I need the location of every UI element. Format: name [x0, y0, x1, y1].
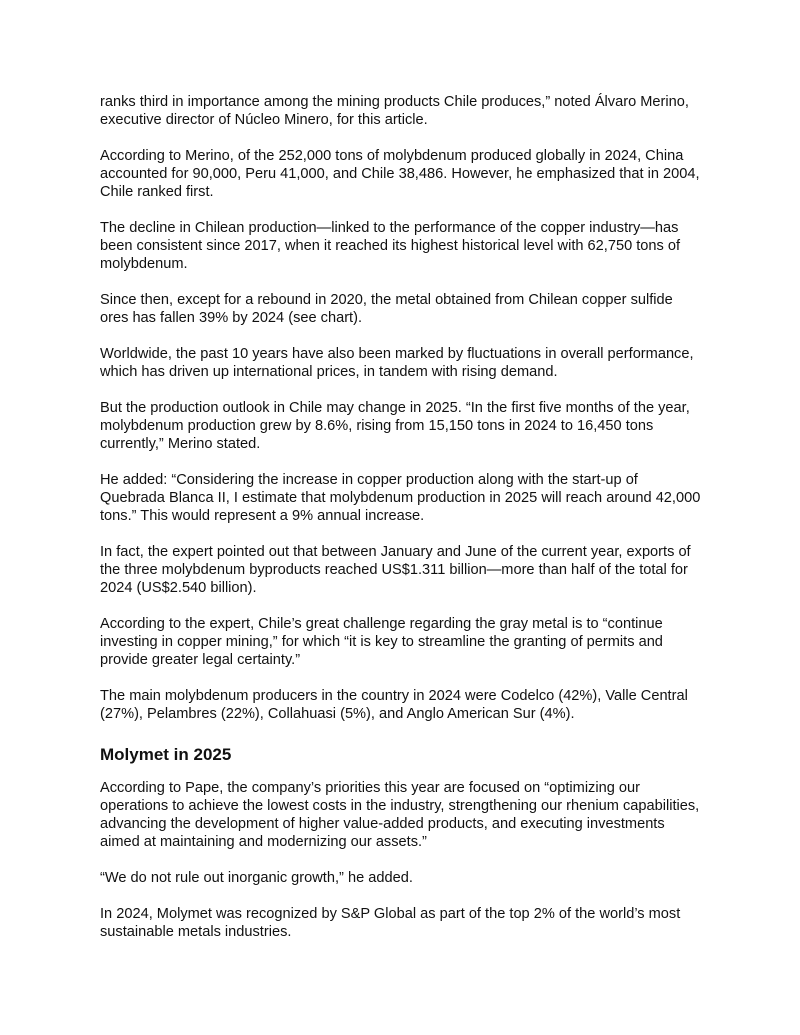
article-paragraph: According to the expert, Chile’s great challenge regarding the gray metal is to “continue investing in copper mining,” for which “it is key to streamline the granting of permits and provide greater legal certainty.” — [100, 616, 663, 668]
article-paragraph: Worldwide, the past 10 years have also been marked by fluctuations in overall performance, which has driven up international prices, in tandem with rising demand. — [100, 346, 694, 380]
section-heading: Molymet in 2025 — [100, 745, 232, 764]
article-paragraph: According to Merino, of the 252,000 tons of molybdenum produced globally in 2024, China accounted for 90,000, Peru 41,000, and Chile 38,486. However, he emphasized that in 2004, Chile ranked first. — [100, 148, 700, 200]
article-paragraph: “We do not rule out inorganic growth,” he added. — [100, 870, 413, 886]
article-paragraph: But the production outlook in Chile may change in 2025. “In the first five months of the year, molybdenum production grew by 8.6%, rising from 15,150 tons in 2024 to 16,450 tons currently,” Merino stated. — [100, 400, 690, 452]
article-paragraph: In fact, the expert pointed out that between January and June of the current year, exports of the three molybdenum byproducts reached US$1.311 billion—more than half of the total for 2024 (US$2.540 billion). — [100, 544, 691, 596]
article-paragraph: The decline in Chilean production—linked to the performance of the copper industry—has been consistent since 2017, when it reached its highest historical level with 62,750 tons of molybdenum. — [100, 220, 681, 272]
article-paragraph: The main molybdenum producers in the country in 2024 were Codelco (42%), Valle Central (27%), Pelambres (22%), Collahuasi (5%), and Anglo American Sur (4%). — [100, 688, 688, 722]
article-paragraph: ranks third in importance among the mining products Chile produces,” noted Álvaro Merino, executive director of Núcleo Minero, for this article. — [100, 94, 689, 128]
article-paragraph: According to Pape, the company’s priorities this year are focused on “optimizing our operations to achieve the lowest costs in the industry, strengthening our rhenium capabilities, advancing the development of higher value-added products, and executing investments aimed at maintaining and modernizing our assets.” — [100, 780, 700, 850]
article-paragraph: He added: “Considering the increase in copper production along with the start-up of Quebrada Blanca II, I estimate that molybdenum production in 2025 will reach around 42,000 tons.” This would represent a 9% annual increase. — [100, 472, 701, 524]
article-paragraph: In 2024, Molymet was recognized by S&P Global as part of the top 2% of the world’s most sustainable metals industries. — [100, 906, 681, 940]
article-paragraph: Since then, except for a rebound in 2020, the metal obtained from Chilean copper sulfide ores has fallen 39% by 2024 (see chart). — [100, 292, 673, 326]
article-body — [100, 93, 705, 959]
